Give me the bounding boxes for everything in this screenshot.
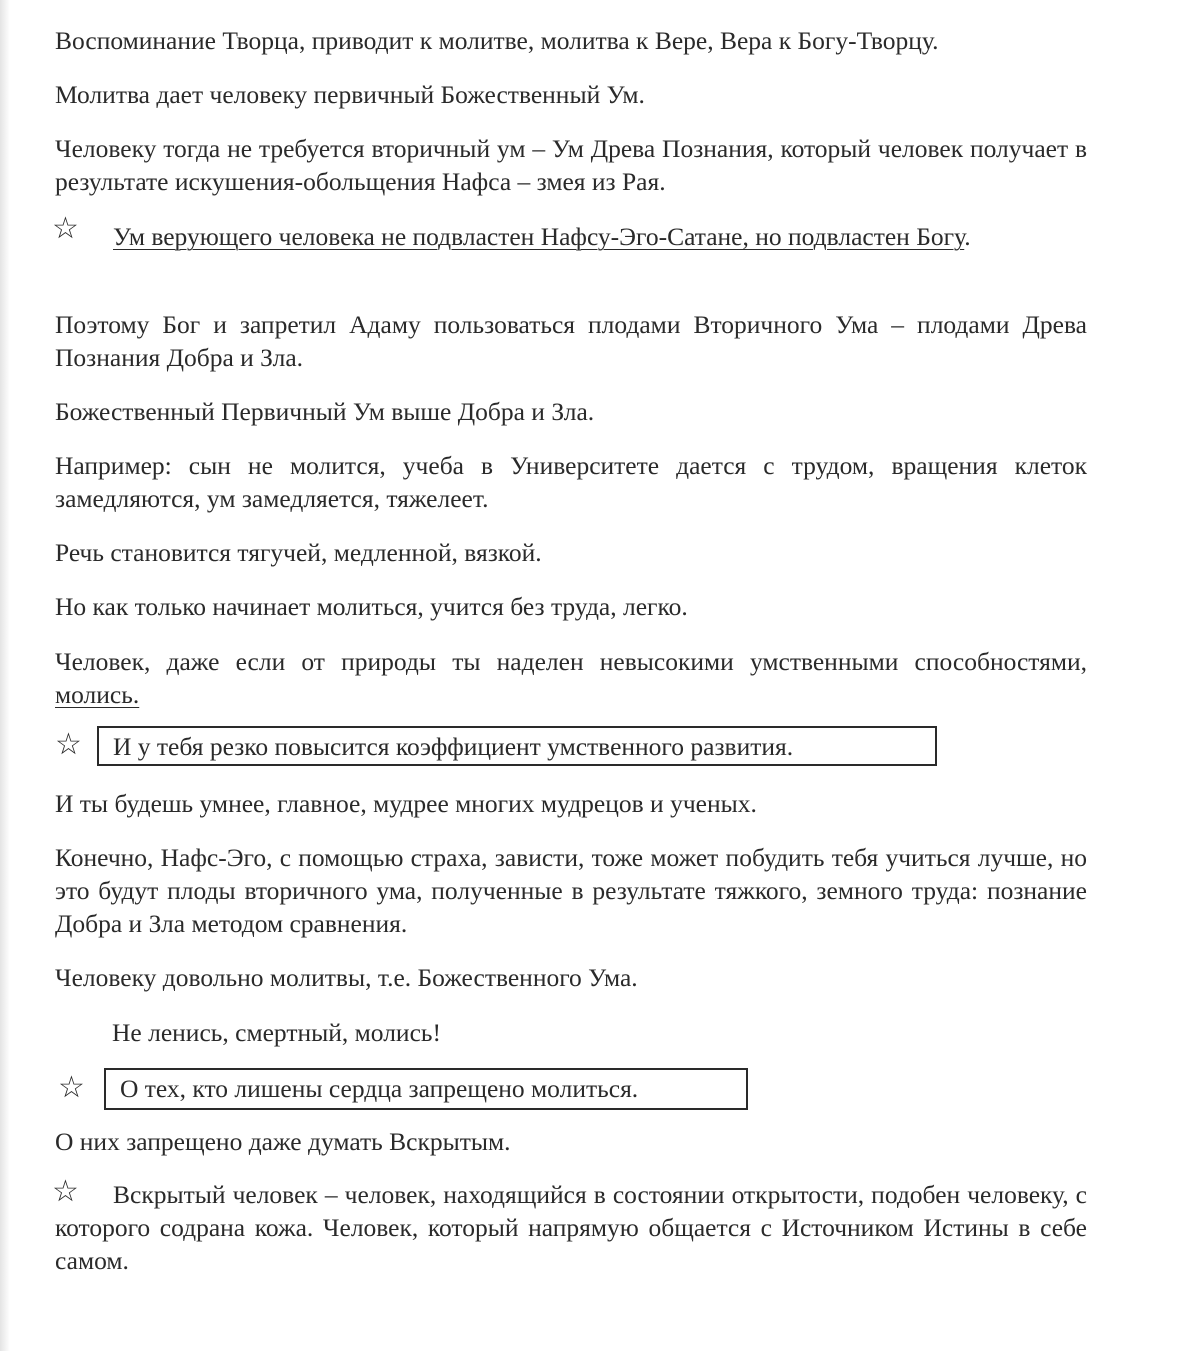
paragraph-4-end: . xyxy=(964,222,971,251)
paragraph-15: О них запрещено даже думать Вскрытым. xyxy=(55,1127,511,1156)
star-icon: ☆ xyxy=(58,1070,85,1105)
paragraph-12: Конечно, Нафс-Эго, с помощью страха, зависти, тоже может побудить тебя учиться лучше, но это будут плоды вторичного ума, полученные в результате тяжкого, земного труда: познание Добра и Зла методом сравнения. xyxy=(55,843,1087,938)
paragraph-10 xyxy=(55,645,1087,711)
paragraph-1: Воспоминание Творца, приводит к молитве, молитва к Вере, Вера к Богу-Творцу. xyxy=(55,26,939,55)
scan-edge-shadow xyxy=(0,0,10,1351)
star-icon: ☆ xyxy=(55,727,82,762)
paragraph-5: Поэтому Бог и запретил Адаму пользоваться плодами Вторичного Ума – плодами Древа Познания Добра и Зла. xyxy=(55,310,1087,372)
paragraph-11: И ты будешь умнее, главное, мудрее многих мудрецов и ученых. xyxy=(55,789,757,818)
paragraph-3: Человеку тогда не требуется вторичный ум – Ум Древа Познания, который человек получает в результате искушения-обольщения Нафса – змея из Рая. xyxy=(55,134,1087,196)
star-icon: ☆ xyxy=(52,1174,79,1209)
paragraph-13: Человеку довольно молитвы, т.е. Божественного Ума. xyxy=(55,963,638,992)
paragraph-6: Божественный Первичный Ум выше Добра и Зла. xyxy=(55,397,595,426)
paragraph-2: Молитва дает человеку первичный Божественный Ум. xyxy=(55,80,645,109)
paragraph-4 xyxy=(55,220,1087,253)
paragraph-14: Не ленись, смертный, молись! xyxy=(112,1018,442,1047)
paragraph-4-underlined: Ум верующего человека не подвластен Нафсу-Эго-Сатане, но подвластен Богу xyxy=(113,222,965,251)
paragraph-7: Например: сын не молится, учеба в Университете дается с трудом, вращения клеток замедляются, ум замедляется, тяжелеет. xyxy=(55,451,1087,513)
paragraph-8: Речь становится тягучей, медленной, вязкой. xyxy=(55,538,542,567)
boxed-statement-1: И у тебя резко повысится коэффициент умственного развития. xyxy=(97,726,937,766)
star-icon: ☆ xyxy=(52,211,79,246)
paragraph-9: Но как только начинает молиться, учится без труда, легко. xyxy=(55,592,688,621)
paragraph-10-text: Человек, даже если от природы ты наделен невысокими умственными способностями, xyxy=(55,647,1087,676)
boxed-statement-2: О тех, кто лишены сердца запрещено молиться. xyxy=(104,1068,748,1110)
paragraph-16: Вскрытый человек – человек, находящийся в состоянии открытости, подобен человеку, с которого содрана кожа. Человек, который напрямую общается с Источником Истины в себе самом. xyxy=(55,1180,1087,1275)
paragraph-10-underlined: молись. xyxy=(55,680,140,709)
